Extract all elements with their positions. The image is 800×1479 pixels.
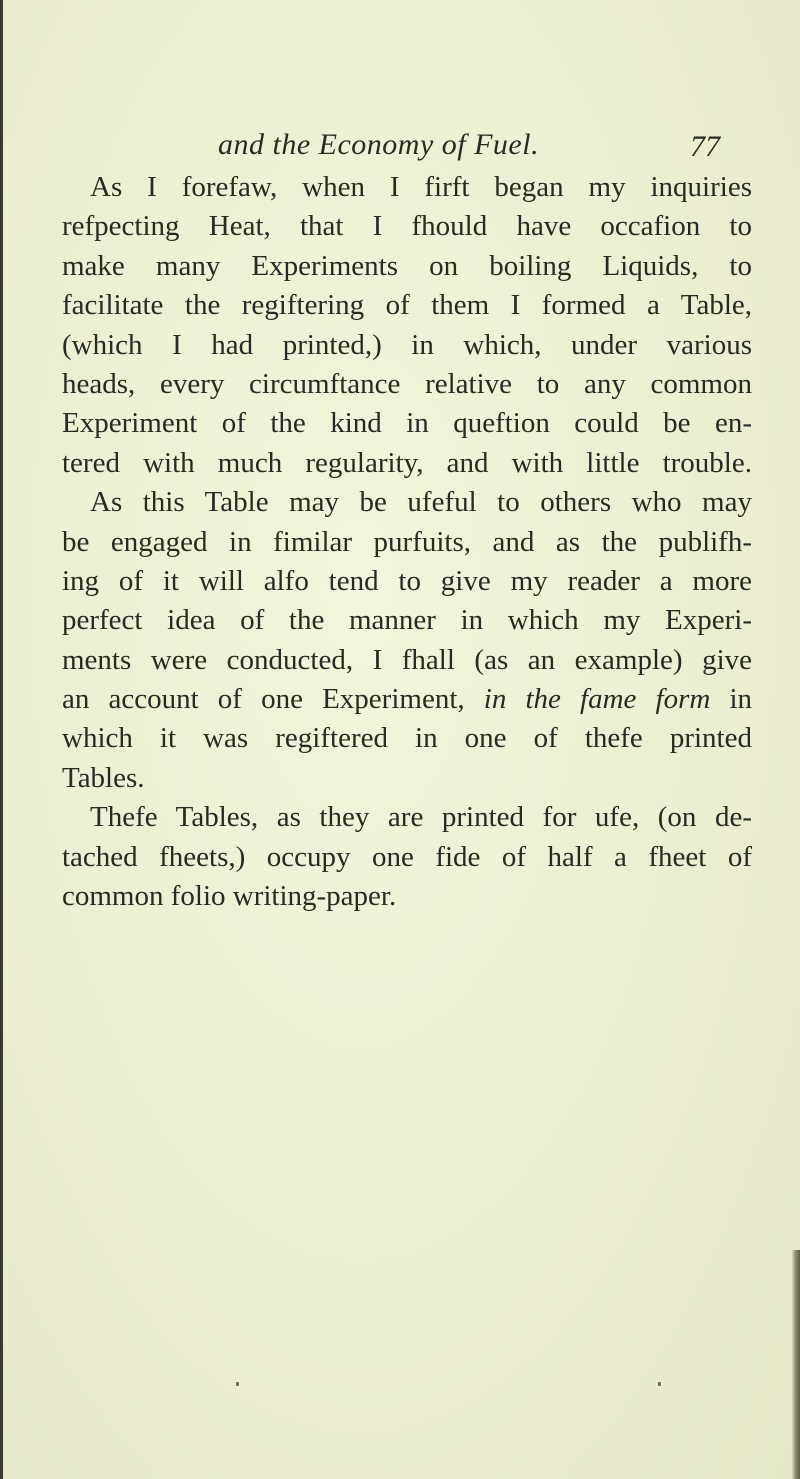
text-line: refpecting Heat, that I fhould have occafion to [62, 210, 752, 243]
text-line: which it was regiftered in one of thefe printed [62, 722, 752, 755]
text-line: heads, every circumftance relative to any common [62, 367, 752, 400]
italic-phrase: in the fame form [483, 683, 711, 716]
paper-speck [236, 1382, 239, 1386]
text-line: common folio writing-paper. [62, 880, 397, 913]
text-line: tered with much regularity, and with little trouble. [62, 446, 752, 479]
page-edge-right [792, 1250, 800, 1479]
text-span: in [729, 683, 753, 716]
text-line: perfect idea of the manner in which my Experi- [62, 604, 752, 637]
page-number: 77 [690, 130, 720, 163]
text-line: Thefe Tables, as they are printed for ufe, (on de- [90, 801, 752, 834]
text-line: ments were conducted, I fhall (as an example) give [62, 643, 752, 676]
body-text [62, 168, 752, 916]
text-line: be engaged in fimilar purfuits, and as the publifh- [62, 525, 752, 558]
running-title: and the Economy of Fuel. [218, 128, 540, 161]
text-line: tached fheets,) occupy one fide of half a fheet of [62, 840, 752, 873]
running-head [0, 124, 800, 168]
text-line: facilitate the regiftering of them I formed a Table, [62, 289, 752, 322]
text-line: As this Table may be ufeful to others who may [90, 486, 752, 519]
text-line: ing of it will alfo tend to give my reader a more [62, 564, 752, 597]
text-line-mixed [62, 680, 752, 719]
text-line: As I forefaw, when I firft began my inquiries [90, 171, 752, 203]
paper-speck [658, 1382, 661, 1386]
text-line: (which I had printed,) in which, under various [62, 328, 752, 361]
page-edge-left [0, 0, 3, 1479]
text-line: Tables. [62, 761, 145, 794]
text-line: make many Experiments on boiling Liquids, to [62, 249, 752, 282]
text-line: Experiment of the kind in queftion could be en- [62, 407, 752, 440]
text-span: an account of one Experiment, [62, 683, 465, 716]
